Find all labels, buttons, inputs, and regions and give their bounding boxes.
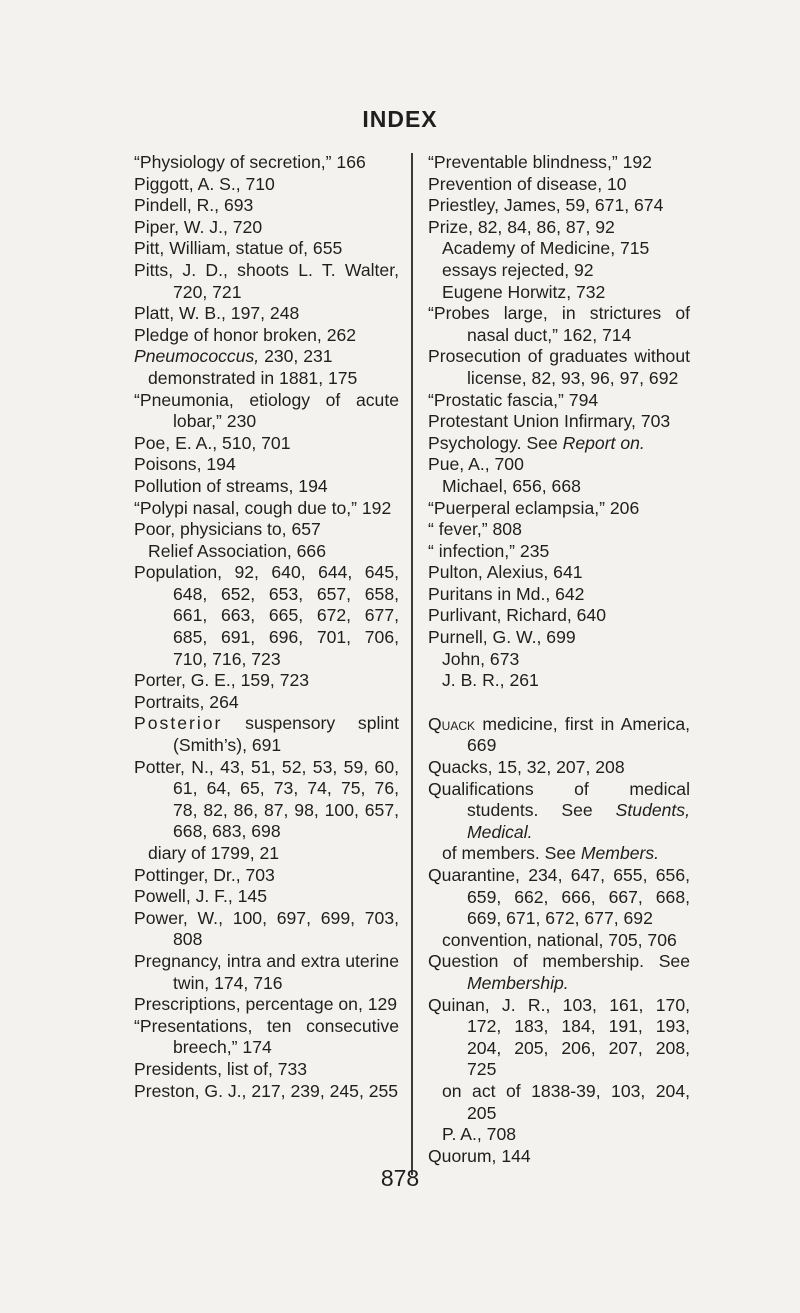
index-entry	[428, 584, 690, 606]
index-entry	[134, 886, 399, 908]
entry-text: suspensory splint (Smith’s), 691	[173, 713, 399, 756]
entry-text: Michael, 656, 668	[442, 475, 581, 496]
index-entry	[428, 714, 690, 757]
entry-text: Psychology. See	[428, 432, 563, 453]
index-subentry	[428, 1124, 690, 1146]
index-entry	[134, 346, 399, 368]
index-entry	[134, 670, 399, 692]
index-entry	[428, 195, 690, 217]
entry-text: Quarantine, 234, 647, 655, 656, 659, 662, 666, 667, 668, 669, 671, 672, 677, 692	[428, 865, 690, 929]
section-gap	[428, 692, 690, 714]
index-entry	[134, 217, 399, 239]
index-entry	[428, 519, 690, 541]
entry-text: Question of membership. See	[428, 951, 690, 972]
entry-text: 230, 231	[259, 346, 333, 367]
entry-text: J. B. R., 261	[442, 670, 539, 691]
index-entry	[134, 498, 399, 520]
entry-text: Preston, G. J., 217, 239, 245, 255	[134, 1080, 399, 1101]
index-subentry	[428, 649, 690, 671]
index-subentry	[134, 843, 399, 865]
entry-spaced-term: Posterior	[134, 713, 223, 734]
entry-text: Relief Association, 666	[148, 540, 326, 561]
entry-text: medicine, first in America, 669	[467, 713, 690, 756]
index-entry	[428, 779, 690, 844]
entry-text: essays rejected, 92	[442, 259, 594, 280]
index-entry	[134, 195, 399, 217]
entry-see-reference: Students, Medical.	[467, 800, 690, 842]
index-subentry	[134, 368, 399, 390]
entry-text: “Probes large, in strictures of nasal duct,” 162, 714	[428, 303, 690, 345]
index-subentry	[428, 670, 690, 692]
entry-text: “Physiology of secretion,” 166	[134, 152, 366, 172]
index-column-left	[134, 152, 399, 1102]
index-entry	[134, 908, 399, 951]
index-entry	[428, 152, 690, 174]
index-entry	[134, 519, 399, 541]
entry-see-reference: Members.	[580, 843, 660, 864]
entry-text: Quinan, J. R., 103, 161, 170, 172, 183, 184, 191, 193, 204, 205, 206, 207, 208, 725	[428, 994, 690, 1080]
page-number: 878	[380, 1165, 420, 1191]
entry-text: Poisons, 194	[134, 454, 236, 475]
entry-text: Piper, W. J., 720	[134, 216, 263, 237]
index-entry	[428, 541, 690, 563]
entry-text: Pitt, William, statue of, 655	[134, 238, 343, 259]
entry-text: Pulton, Alexius, 641	[428, 562, 583, 583]
entry-text: Powell, J. F., 145	[134, 886, 267, 907]
entry-smallcaps-term: Quack	[428, 713, 476, 734]
entry-text: Priestley, James, 59, 671, 674	[428, 195, 664, 216]
entry-text: Purnell, G. W., 699	[428, 627, 576, 648]
index-entry	[428, 454, 690, 476]
entry-text: “Prostatic fascia,” 794	[428, 389, 599, 410]
index-entry	[428, 605, 690, 627]
index-entry	[428, 433, 690, 455]
index-entry	[134, 325, 399, 347]
entry-text: Presidents, list of, 733	[134, 1058, 308, 1079]
entry-text: Eugene Horwitz, 732	[442, 281, 606, 302]
index-entry	[134, 1081, 399, 1103]
entry-text: Puritans in Md., 642	[428, 583, 585, 604]
entry-text: P. A., 708	[442, 1124, 517, 1145]
index-entry	[428, 411, 690, 433]
entry-text: Poor, physicians to, 657	[134, 519, 321, 540]
index-entry	[134, 238, 399, 260]
entry-text: Pregnancy, intra and extra uterine twin, 174, 716	[134, 950, 399, 993]
index-column-right	[428, 152, 690, 1167]
index-entry	[134, 303, 399, 325]
index-entry	[134, 562, 399, 670]
index-entry	[428, 174, 690, 196]
entry-text: Potter, N., 43, 51, 52, 53, 59, 60, 61, 64, 65, 73, 74, 75, 76, 78, 82, 86, 87, 98, 100, 657, 668, 683, 698	[134, 756, 399, 842]
index-entry	[134, 152, 399, 174]
index-entry	[428, 951, 690, 994]
entry-italic-term: Pneumococcus,	[134, 346, 260, 367]
index-entry	[134, 692, 399, 714]
index-entry	[134, 1016, 399, 1059]
entry-text: demonstrated in 1881, 175	[148, 367, 358, 388]
index-subentry	[428, 282, 690, 304]
index-entry	[134, 454, 399, 476]
entry-text: John, 673	[442, 648, 520, 669]
index-subentry	[428, 476, 690, 498]
entry-text: Prosecution of graduates without license, 82, 93, 96, 97, 692	[428, 346, 690, 388]
entry-text: Pindell, R., 693	[134, 195, 254, 216]
index-entry	[134, 476, 399, 498]
column-divider	[411, 153, 413, 1175]
index-entry	[428, 757, 690, 779]
entry-text: “Pneumonia, etiology of acute lobar,” 230	[134, 389, 399, 432]
entry-text: Poe, E. A., 510, 701	[134, 432, 291, 453]
entry-text: Population, 92, 640, 644, 645, 648, 652, 653, 657, 658, 661, 663, 665, 672, 677, 685, 691, 696, 701, 706, 710, 716, 723	[134, 562, 399, 669]
entry-text: Prescriptions, percentage on, 129	[134, 994, 398, 1015]
entry-text: Portraits, 264	[134, 691, 239, 712]
index-subentry	[428, 1081, 690, 1124]
index-entry	[428, 865, 690, 930]
index-subentry	[428, 260, 690, 282]
index-entry	[428, 390, 690, 412]
entry-text: Pledge of honor broken, 262	[134, 324, 357, 345]
entry-text: Qualifications of medical students. See	[428, 778, 690, 821]
index-entry	[428, 627, 690, 649]
index-entry	[134, 174, 399, 196]
entry-see-reference: Report on.	[562, 432, 645, 453]
index-subentry	[428, 930, 690, 952]
index-subentry	[428, 238, 690, 260]
index-entry	[428, 303, 690, 346]
index-entry	[134, 1059, 399, 1081]
entry-text: “Polypi nasal, cough due to,” 192	[134, 497, 392, 518]
entry-text: of members. See	[442, 843, 581, 864]
entry-text: Pitts, J. D., shoots L. T. Walter, 720, 721	[134, 259, 399, 302]
index-entry	[134, 713, 399, 756]
entry-text: Protestant Union Infirmary, 703	[428, 411, 671, 432]
page-title: INDEX	[362, 106, 438, 132]
entry-text: “Puerperal eclampsia,” 206	[428, 497, 640, 518]
index-entry	[134, 757, 399, 843]
index-subentry	[428, 843, 690, 865]
index-entry	[428, 562, 690, 584]
entry-text: on act of 1838-39, 103, 204, 205	[442, 1080, 690, 1123]
entry-text: Porter, G. E., 159, 723	[134, 670, 310, 691]
index-subentry	[134, 541, 399, 563]
index-entry	[428, 498, 690, 520]
entry-text: Platt, W. B., 197, 248	[134, 303, 300, 324]
entry-text: Pollution of streams, 194	[134, 475, 328, 496]
entry-see-reference: Membership.	[467, 972, 569, 993]
index-entry	[134, 865, 399, 887]
index-entry	[134, 260, 399, 303]
entry-text: “ infection,” 235	[428, 540, 550, 561]
entry-text: Purlivant, Richard, 640	[428, 605, 606, 626]
entry-text: Academy of Medicine, 715	[442, 238, 650, 259]
entry-text: Piggott, A. S., 710	[134, 173, 275, 194]
entry-text: Pue, A., 700	[428, 454, 524, 475]
index-entry	[134, 951, 399, 994]
index-entry	[428, 995, 690, 1081]
index-entry	[134, 390, 399, 433]
entry-text: diary of 1799, 21	[148, 843, 280, 863]
index-entry	[428, 346, 690, 389]
entry-text: Pottinger, Dr., 703	[134, 864, 275, 885]
entry-text: Quorum, 144	[428, 1145, 531, 1166]
entry-text: Prize, 82, 84, 86, 87, 92	[428, 216, 615, 237]
entry-text: Power, W., 100, 697, 699, 703, 808	[134, 907, 399, 950]
entry-text: “Presentations, ten consecutive breech,” 174	[134, 1015, 399, 1058]
entry-text: convention, national, 705, 706	[442, 929, 677, 950]
entry-text: “Preventable blindness,” 192	[428, 152, 652, 172]
index-entry	[134, 433, 399, 455]
entry-text: Quacks, 15, 32, 207, 208	[428, 757, 625, 778]
index-entry	[428, 217, 690, 239]
index-entry	[134, 994, 399, 1016]
entry-text: Prevention of disease, 10	[428, 173, 627, 194]
entry-text: “ fever,” 808	[428, 519, 522, 540]
